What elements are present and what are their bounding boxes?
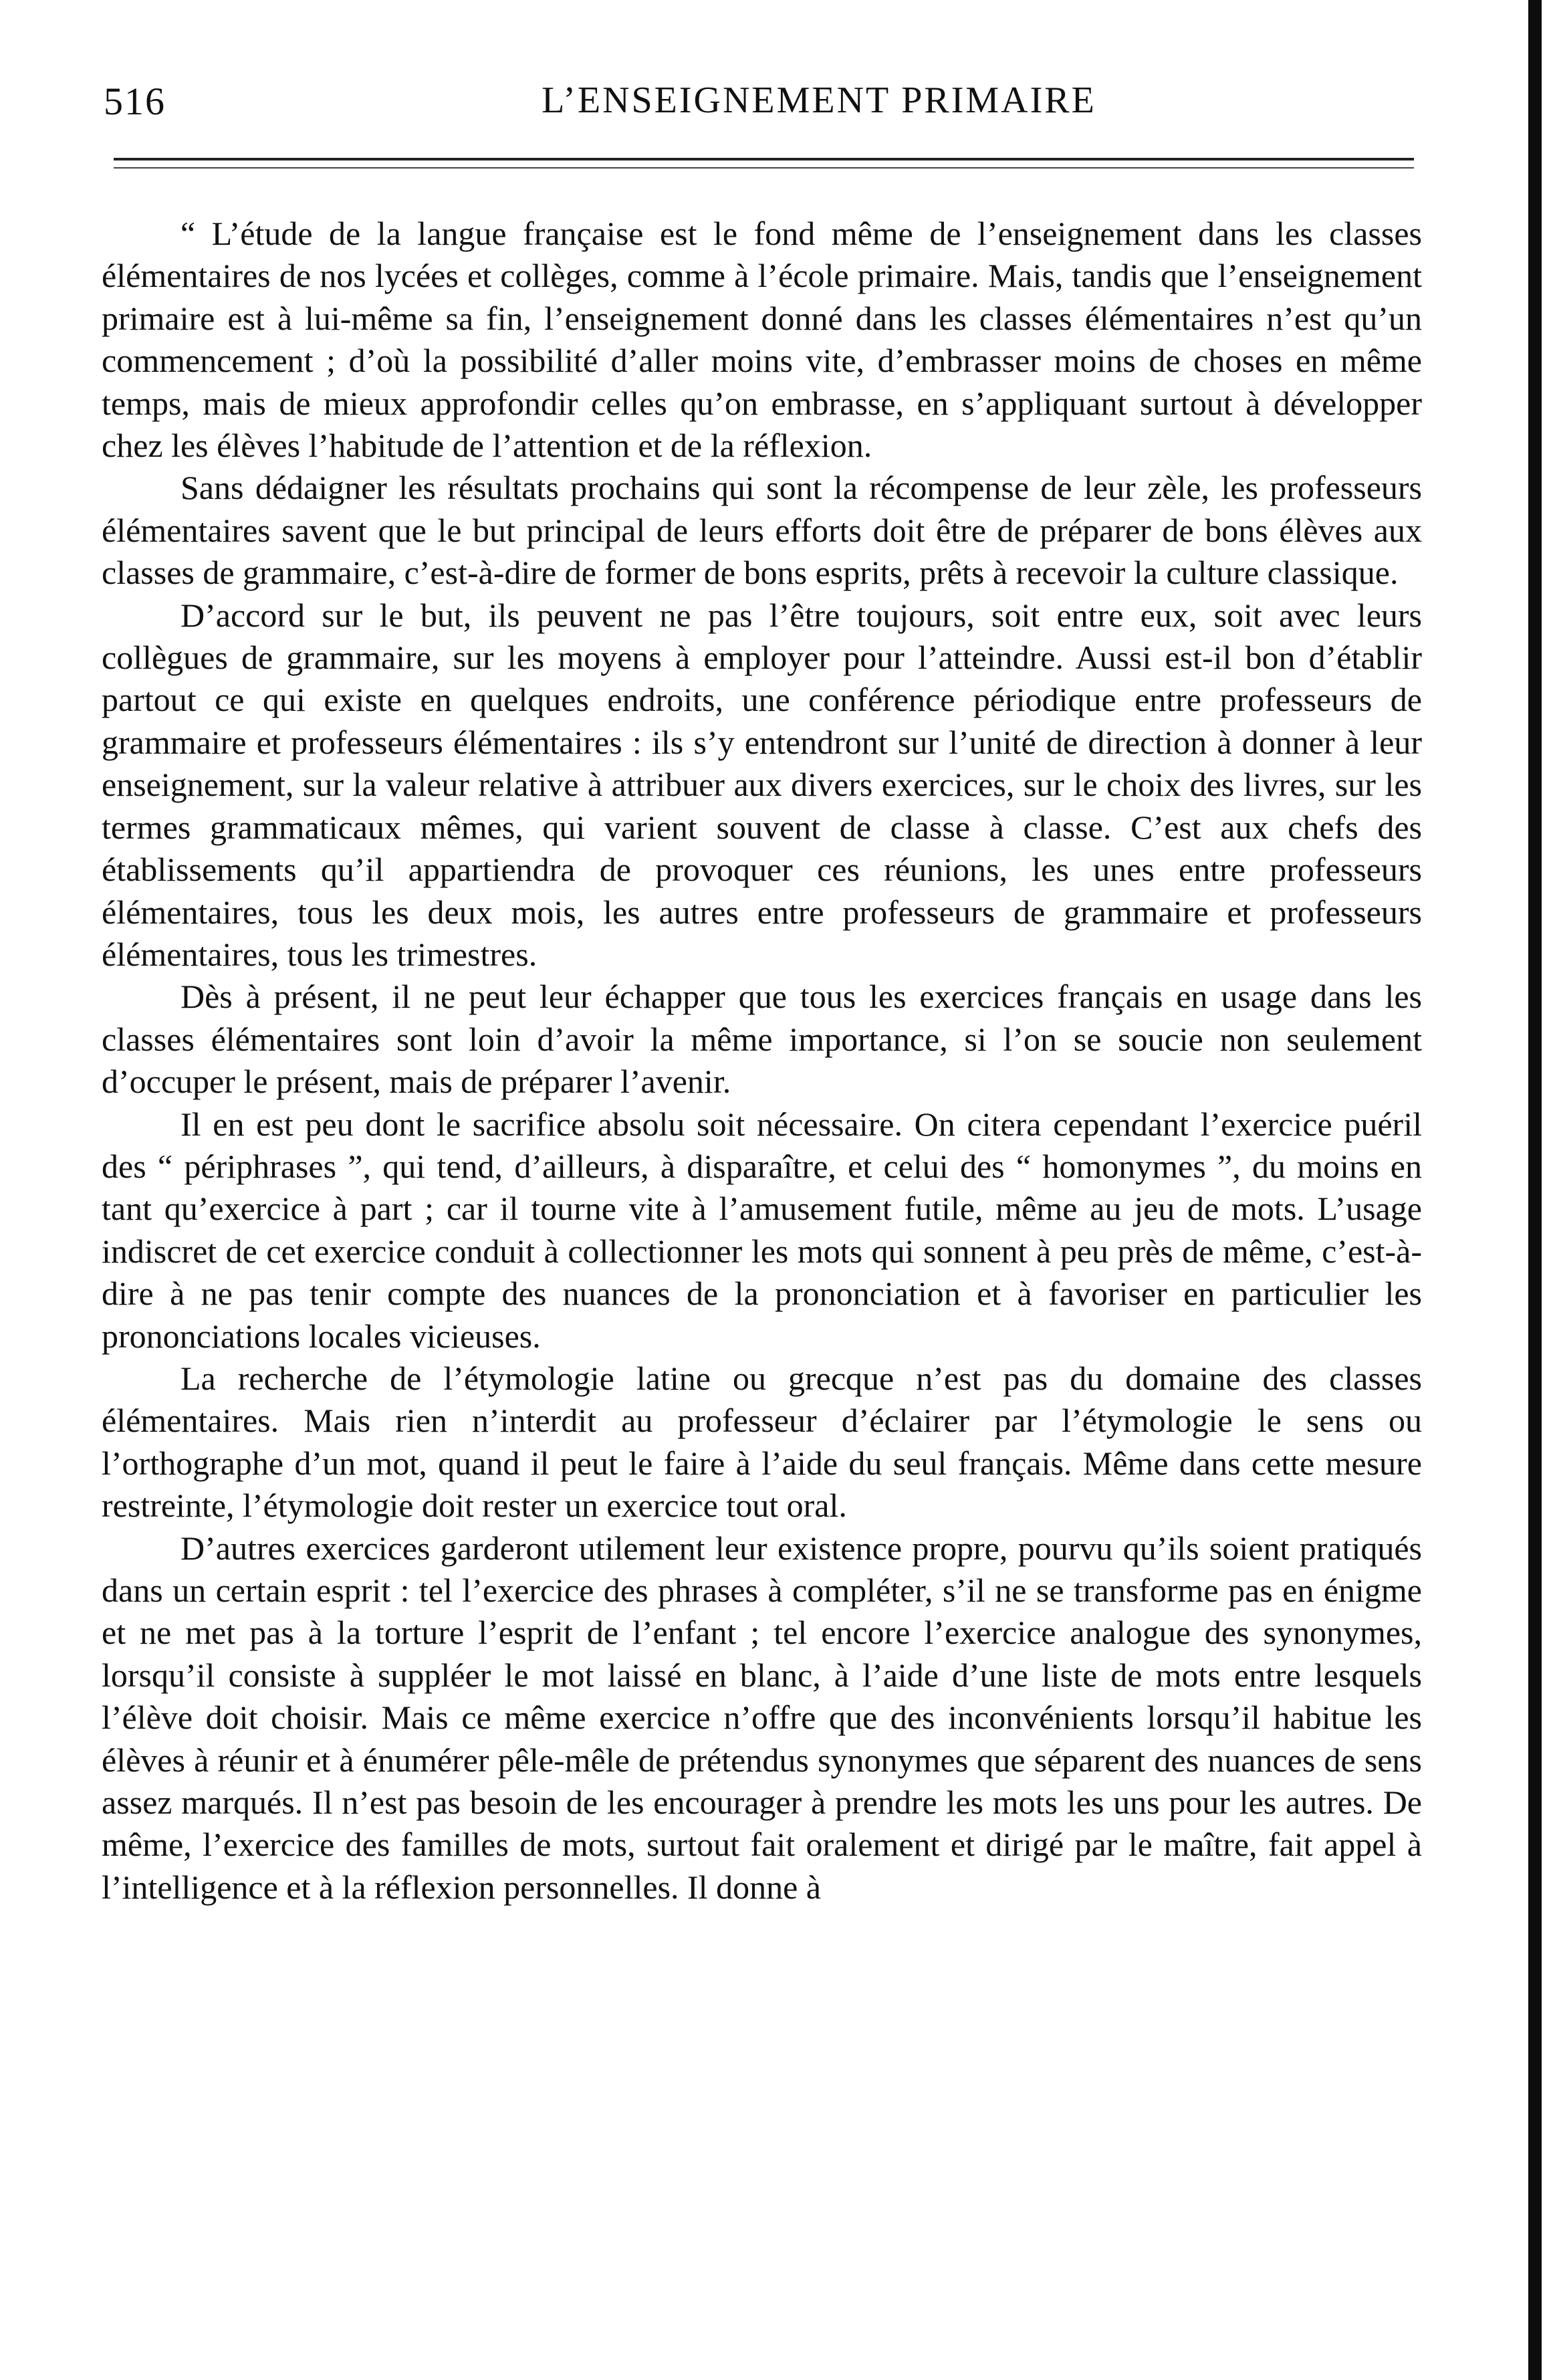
paragraph: D’accord sur le but, ils peuvent ne pas l’être toujours, soit entre eux, soit avec leurs collègues de grammaire, sur les moyens à employer pour l’atteindre. Aussi est-il bon d’établir partout ce qui existe en quelques endroits, une conférence périodique entre professeurs de grammaire et professeurs élémentaires : ils s’y entendront sur l’unité de direction à donner à leur enseignement, sur la valeur relative à attribuer aux divers exercices, sur le choix des livres, sur les termes grammaticaux mêmes, qui varient souvent de classe à classe. C’est aux chefs des établissements qu’il appartiendra de provoquer ces réunions, les unes entre professeurs élémentaires, tous les deux mois, les autres entre professeurs de grammaire et professeurs élémentaires, tous les trimestres.	[102, 596, 1422, 973]
paragraph: “ L’étude de la langue française est le fond même de l’enseignement dans les classes élémentaires de nos lycées et collèges, comme à l’école primaire. Mais, tandis que l’enseignement primaire est à lui-même sa fin, l’enseignement donné dans les classes élémentaires n’est qu’un commencement ; d’où la possibilité d’aller moins vite, d’embrasser moins de choses en même temps, mais de mieux approfondir celles qu’on embrasse, en s’appliquant surtout à développer chez les élèves l’habitude de l’attention et de la réflexion.	[102, 215, 1422, 465]
page-edge-shadow	[1528, 0, 1542, 2380]
page-number: 516	[104, 80, 166, 123]
paragraph: La recherche de l’étymologie latine ou grecque n’est pas du domaine des classes élémentaires. Mais rien n’interdit au professeur d’éclairer par l’étymologie le sens ou l’orthographe d’un mot, quand il peut le faire à l’aide du seul français. Même dans cette mesure restreinte, l’étymologie doit rester un exercice tout oral.	[102, 1359, 1422, 1525]
running-title: L’ENSEIGNEMENT PRIMAIRE	[542, 80, 1096, 121]
paragraph: Il en est peu dont le sacrifice absolu soit nécessaire. On citera cependant l’exercice puéril des “ périphrases ”, qui tend, d’ailleurs, à disparaître, et celui des “ homonymes ”, du moins en tant qu’exercice à part ; car il tourne vite à l’amusement futile, même au jeu de mots. L’usage indiscret de cet exercice conduit à collectionner les mots qui sonnent à peu près de même, c’est-à-dire à ne pas tenir compte des nuances de la prononciation et à favoriser en particulier les prononciations locales vicieuses.	[102, 1105, 1422, 1355]
header-rule-thick	[114, 158, 1414, 160]
paragraph: Dès à présent, il ne peut leur échapper que tous les exercices français en usage dans les classes élémentaires sont loin d’avoir la même importance, si l’on se soucie non seulement d’occuper le présent, mais de préparer l’avenir.	[102, 978, 1422, 1101]
paragraph: D’autres exercices garderont utilement leur existence propre, pourvu qu’ils soient pratiqués dans un certain esprit : tel l’exercice des phrases à compléter, s’il ne se transforme pas en énigme et ne met pas à la torture l’esprit de l’enfant ; tel encore l’exercice analogue des synonymes, lorsqu’il consiste à suppléer le mot laissé en blanc, à l’aide d’une liste de mots entre lesquels l’élève doit choisir. Mais ce même exercice n’offre que des inconvénients lorsqu’il habitue les élèves à réunir et à énumérer pêle-mêle de prétendus synonymes que séparent des nuances de sens assez marqués. Il n’est pas besoin de les encourager à prendre les mots les uns pour les autres. De même, l’exercice des familles de mots, surtout fait oralement et dirigé par le maître, fait appel à l’intelligence et à la réflexion personnelles. Il donne à	[102, 1529, 1422, 1906]
body-text	[102, 213, 1422, 1909]
page-header	[104, 79, 1414, 139]
paragraph: Sans dédaigner les résultats prochains qui sont la récompense de leur zèle, les professeurs élémentaires savent que le but principal de leurs efforts doit être de préparer de bons élèves aux classes de grammaire, c’est-à-dire de former de bons esprits, prêts à recevoir la culture classique.	[102, 469, 1422, 592]
header-rule-thin	[114, 167, 1414, 169]
